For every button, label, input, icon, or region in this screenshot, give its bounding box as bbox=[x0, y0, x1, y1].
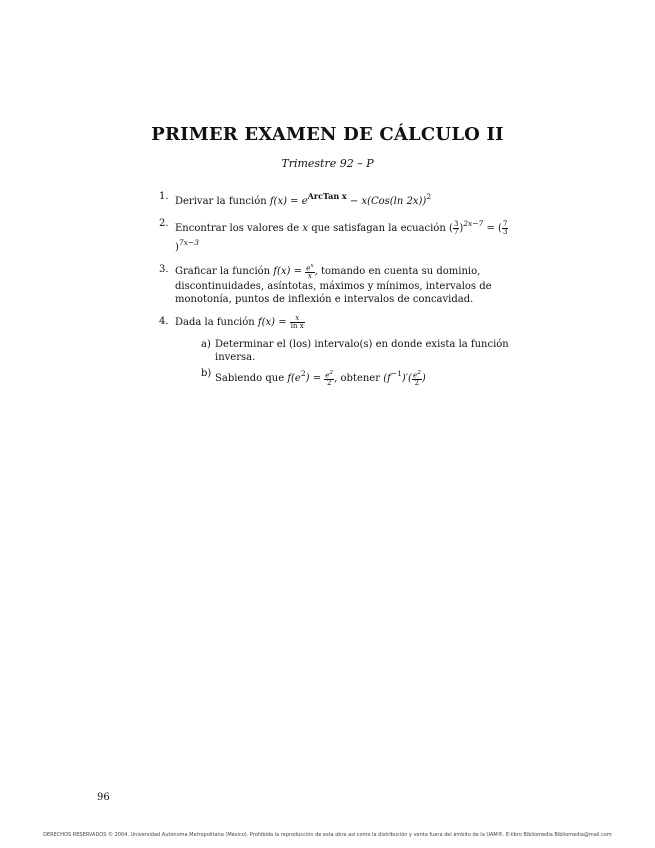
math-expression: )′( bbox=[401, 373, 412, 385]
page-subtitle: Trimestre 92 – P bbox=[281, 157, 374, 170]
numerator-base: e bbox=[306, 264, 311, 273]
math-expression: (f bbox=[383, 373, 391, 385]
problem-prefix: Encontrar los valores de bbox=[175, 223, 303, 234]
fraction-numerator: x bbox=[290, 315, 305, 323]
math-exponent: 7x−3 bbox=[178, 238, 199, 247]
math-function: f(x) = bbox=[273, 266, 306, 278]
subproblem-list bbox=[201, 338, 519, 387]
fraction-denominator: 2 bbox=[326, 379, 332, 388]
math-expression: ) bbox=[421, 373, 426, 385]
math-expression-rest: − x(Cos(ln 2x)) bbox=[346, 196, 427, 207]
problem-list bbox=[159, 190, 519, 399]
numerator-base: e bbox=[325, 371, 330, 380]
math-exponent: 2x−7 bbox=[463, 219, 484, 228]
fraction-denominator: 2 bbox=[414, 379, 420, 388]
math-expression: f(x) = e bbox=[269, 196, 308, 207]
fraction-numerator: 3 bbox=[453, 220, 459, 228]
copyright-footer: DERECHOS RESERVADOS © 2004, Universidad Autónoma Metropolitana (México). Prohibida la reproducción de esta obra así como la distribución y venta fuera del ámbito de la UAM®. E-libro Bibliomedia Bibliomedia@mail.com bbox=[43, 832, 612, 838]
problem-mid: que satisfagan la ecuación bbox=[308, 223, 449, 234]
math-fraction bbox=[412, 370, 422, 387]
problem-prefix: Dada la función bbox=[175, 317, 258, 329]
math-fraction bbox=[453, 221, 459, 236]
subproblem-prefix: Sabiendo que bbox=[215, 373, 288, 385]
fraction-denominator: x bbox=[307, 272, 312, 281]
math-fraction bbox=[305, 263, 314, 280]
fraction-denominator: ln x bbox=[290, 322, 304, 331]
math-equals: = bbox=[483, 223, 499, 234]
subproblem-label: b) bbox=[201, 368, 212, 380]
problem-text: Encontrar los valores de x que satisfagan la ecuación ( $\frac{3}{7}$ )$^{2x-7}$ = ( $\frac{7}{3}$ )$^{7x-3}$ bbox=[175, 219, 508, 253]
fraction-denominator: 3 bbox=[502, 228, 508, 236]
problem-number: 4. bbox=[159, 316, 169, 328]
subproblem-b bbox=[201, 367, 519, 387]
fraction-denominator: 7 bbox=[453, 228, 459, 236]
subproblem-text bbox=[215, 367, 426, 387]
numerator-base: e bbox=[412, 371, 418, 380]
numerator-exponent: 2 bbox=[417, 370, 421, 377]
fraction-numerator: 7 bbox=[502, 220, 508, 228]
problem-text bbox=[175, 190, 519, 208]
numerator-exponent: 2 bbox=[329, 370, 334, 377]
problem-4 bbox=[159, 315, 519, 390]
problem-3 bbox=[159, 263, 519, 306]
problem-1 bbox=[159, 190, 519, 208]
math-exponent: 2 bbox=[426, 192, 432, 201]
math-expression: ) = bbox=[305, 373, 325, 385]
problem-number: 3. bbox=[159, 264, 169, 275]
math-expression: f(e bbox=[287, 373, 301, 385]
problem-text bbox=[175, 315, 519, 390]
problem-text bbox=[175, 263, 519, 306]
math-exponent: ArcTan x bbox=[307, 191, 347, 201]
page-number: 96 bbox=[97, 792, 110, 803]
numerator-exponent: x bbox=[310, 263, 314, 269]
math-fraction bbox=[324, 370, 334, 387]
problem-number: 2. bbox=[159, 218, 169, 229]
math-function: f(x) = bbox=[257, 317, 290, 329]
math-variable: x bbox=[302, 223, 309, 234]
problem-prefix: Graficar la función bbox=[175, 266, 274, 278]
problem-rest: , tomando en cuenta su dominio, discontinuidades, asíntotas, máximos y mínimos, intervalos de monotonía, puntos de inflexión e intervalos de concavidad. bbox=[175, 266, 492, 306]
subproblem-label: a) bbox=[201, 339, 211, 351]
problem-2 bbox=[159, 217, 519, 254]
problem-prefix: Derivar la función bbox=[175, 196, 270, 207]
math-exponent: −1 bbox=[390, 369, 402, 379]
subproblem-a bbox=[201, 338, 519, 364]
page-title: PRIMER EXAMEN DE CÁLCULO II bbox=[151, 124, 504, 145]
subproblem-text: Determinar el (los) intervalo(s) en donde exista la función inversa. bbox=[215, 339, 509, 364]
math-exponent: 2 bbox=[300, 369, 306, 379]
subproblem-mid: , obtener bbox=[334, 373, 384, 385]
math-fraction bbox=[290, 315, 305, 330]
problem-number: 1. bbox=[159, 191, 169, 202]
math-fraction bbox=[502, 221, 508, 236]
